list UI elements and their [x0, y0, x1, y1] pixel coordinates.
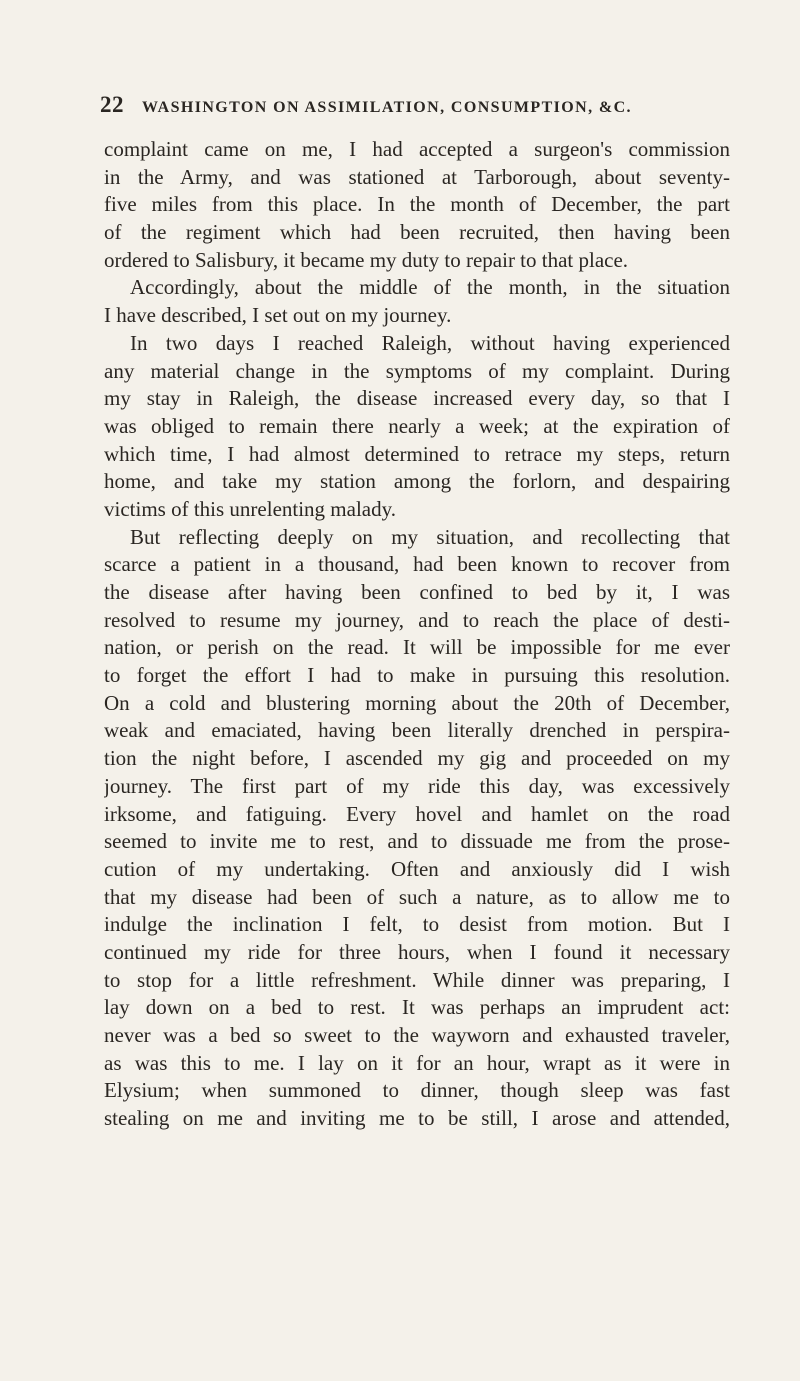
- text-line: to forget the effort I had to make in pursuing this resolution.: [104, 663, 730, 688]
- text-line: my stay in Raleigh, the disease increased every day, so that I: [104, 386, 730, 411]
- text-line: In two days I reached Raleigh, without having experienced: [130, 330, 730, 355]
- text-line: never was a bed so sweet to the wayworn and exhausted traveler,: [104, 1023, 730, 1047]
- text-line: the disease after having been confined to bed by it, I was: [104, 580, 730, 604]
- text-line: Elysium; when summoned to dinner, though sleep was fast: [104, 1078, 730, 1103]
- text-line: victims of this unrelenting malady.: [104, 496, 397, 521]
- text-line: irksome, and fatiguing. Every hovel and hamlet on the road: [104, 801, 730, 826]
- text-line: to stop for a little refreshment. While dinner was preparing, I: [104, 967, 730, 992]
- text-line: any material change in the symptoms of my complaint. During: [104, 358, 730, 383]
- text-line: seemed to invite me to rest, and to dissuade me from the prose-: [104, 829, 730, 854]
- paragraph: [104, 524, 730, 1133]
- text-line: resolved to resume my journey, and to reach the place of desti-: [104, 607, 730, 632]
- paragraph-continuation: [104, 136, 730, 274]
- text-line: scarce a patient in a thousand, had been known to recover from: [104, 552, 730, 577]
- running-head-title: WASHINGTON ON ASSIMILATION, CONSUMPTION, &C.: [142, 99, 632, 116]
- text-line: I have described, I set out on my journey.: [104, 303, 452, 328]
- text-line: cution of my undertaking. Often and anxiously did I wish: [104, 856, 730, 881]
- text-line: ordered to Salisbury, it became my duty to repair to that place.: [104, 247, 629, 272]
- body-text: [104, 136, 730, 1133]
- text-line: lay down on a bed to rest. It was perhaps an imprudent act:: [104, 995, 730, 1020]
- text-line: nation, or perish on the read. It will be impossible for me ever: [104, 635, 730, 660]
- text-line: which time, I had almost determined to retrace my steps, return: [104, 441, 730, 466]
- text-line: home, and take my station among the forlorn, and despairing: [104, 469, 730, 494]
- paragraph: [104, 274, 730, 329]
- text-line: indulge the inclination I felt, to desist from motion. But I: [104, 912, 730, 937]
- text-line: stealing on me and inviting me to be still, I arose and attended,: [104, 1106, 730, 1131]
- text-line: tion the night before, I ascended my gig and proceeded on my: [104, 746, 730, 771]
- text-line: continued my ride for three hours, when I found it necessary: [104, 939, 730, 964]
- page-number: 22: [100, 92, 124, 117]
- text-line: But reflecting deeply on my situation, and recollecting that: [130, 524, 730, 549]
- text-line: On a cold and blustering morning about the 20th of December,: [104, 690, 730, 715]
- running-head: [100, 92, 740, 122]
- text-line: was obliged to remain there nearly a week; at the expiration of: [104, 413, 730, 438]
- text-line: journey. The first part of my ride this day, was excessively: [104, 773, 730, 798]
- text-line: of the regiment which had been recruited, then having been: [104, 220, 730, 245]
- text-line: complaint came on me, I had accepted a surgeon's commission: [104, 137, 730, 161]
- text-line: that my disease had been of such a nature, as to allow me to: [104, 884, 730, 909]
- text-line: Accordingly, about the middle of the month, in the situation: [130, 275, 730, 300]
- paragraph: [104, 330, 730, 524]
- text-line: five miles from this place. In the month of December, the part: [104, 192, 730, 217]
- text-line: in the Army, and was stationed at Tarborough, about seventy-: [104, 164, 730, 189]
- text-line: as was this to me. I lay on it for an hour, wrapt as it were in: [104, 1050, 730, 1075]
- text-line: weak and emaciated, having been literally drenched in perspira-: [104, 718, 730, 743]
